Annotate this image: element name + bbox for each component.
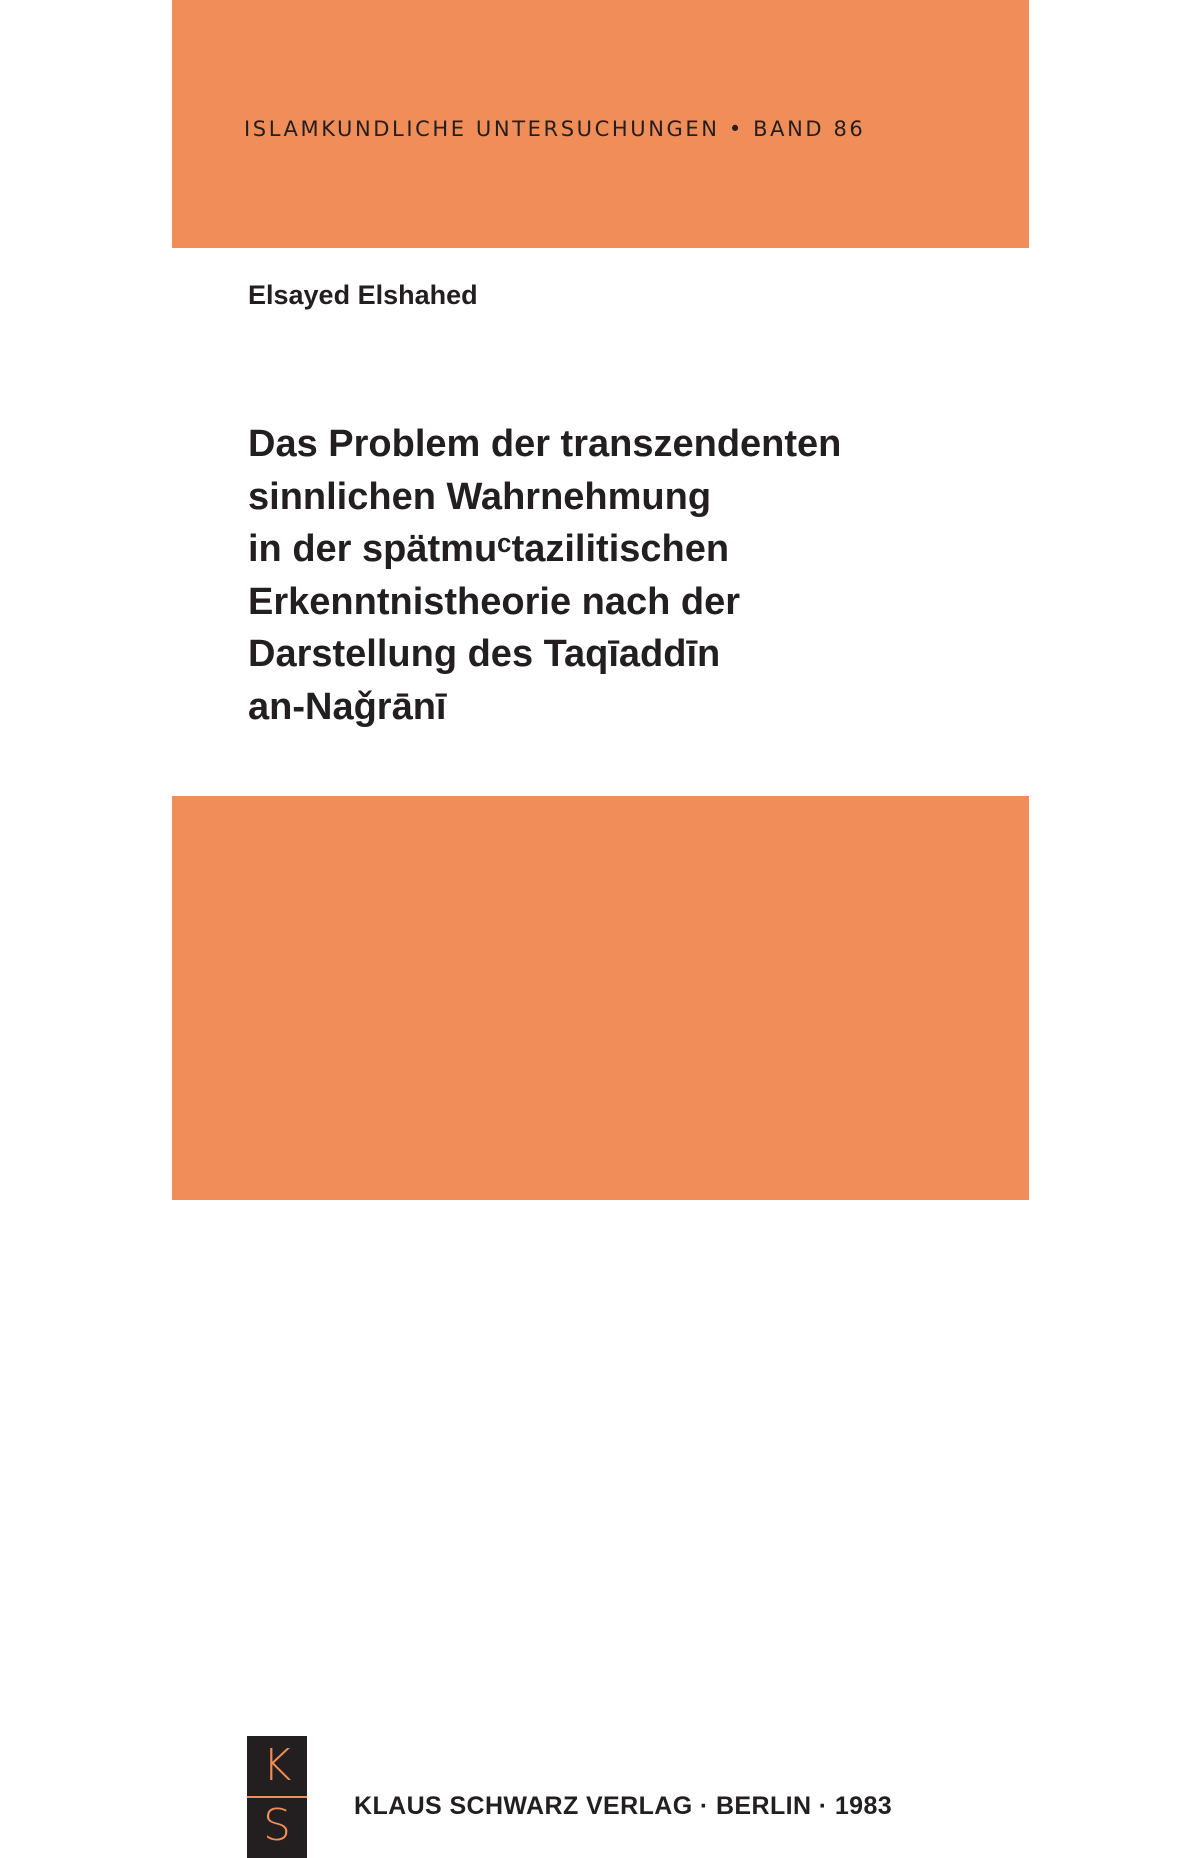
- logo-letter-k: K: [262, 1740, 292, 1791]
- author-name: Elsayed Elshahed: [248, 280, 478, 310]
- bottom-color-band: [172, 796, 1029, 1851]
- title-line: sinnlichen Wahrnehmung: [248, 475, 712, 518]
- publisher-logo: [247, 1736, 307, 1858]
- book-title: [248, 418, 841, 733]
- publisher-imprint: KLAUS SCHWARZ VERLAG · BERLIN · 1983: [354, 1792, 893, 1820]
- book-cover: [172, 0, 1029, 1851]
- logo-letter-s: S: [263, 1800, 291, 1851]
- title-line: Erkenntnistheorie nach der: [248, 580, 741, 623]
- top-color-band: [172, 0, 1029, 248]
- title-line: Das Problem der transzendenten: [248, 423, 842, 465]
- logo-divider: [247, 1796, 307, 1798]
- title-line: Darstellung des Taqīaddīn: [248, 633, 721, 675]
- title-line: an-Naǧrānī: [248, 685, 447, 728]
- title-line: in der spätmuᶜtazilitischen: [248, 528, 730, 570]
- series-title: ISLAMKUNDLICHE UNTERSUCHUNGEN • BAND 86: [244, 117, 866, 141]
